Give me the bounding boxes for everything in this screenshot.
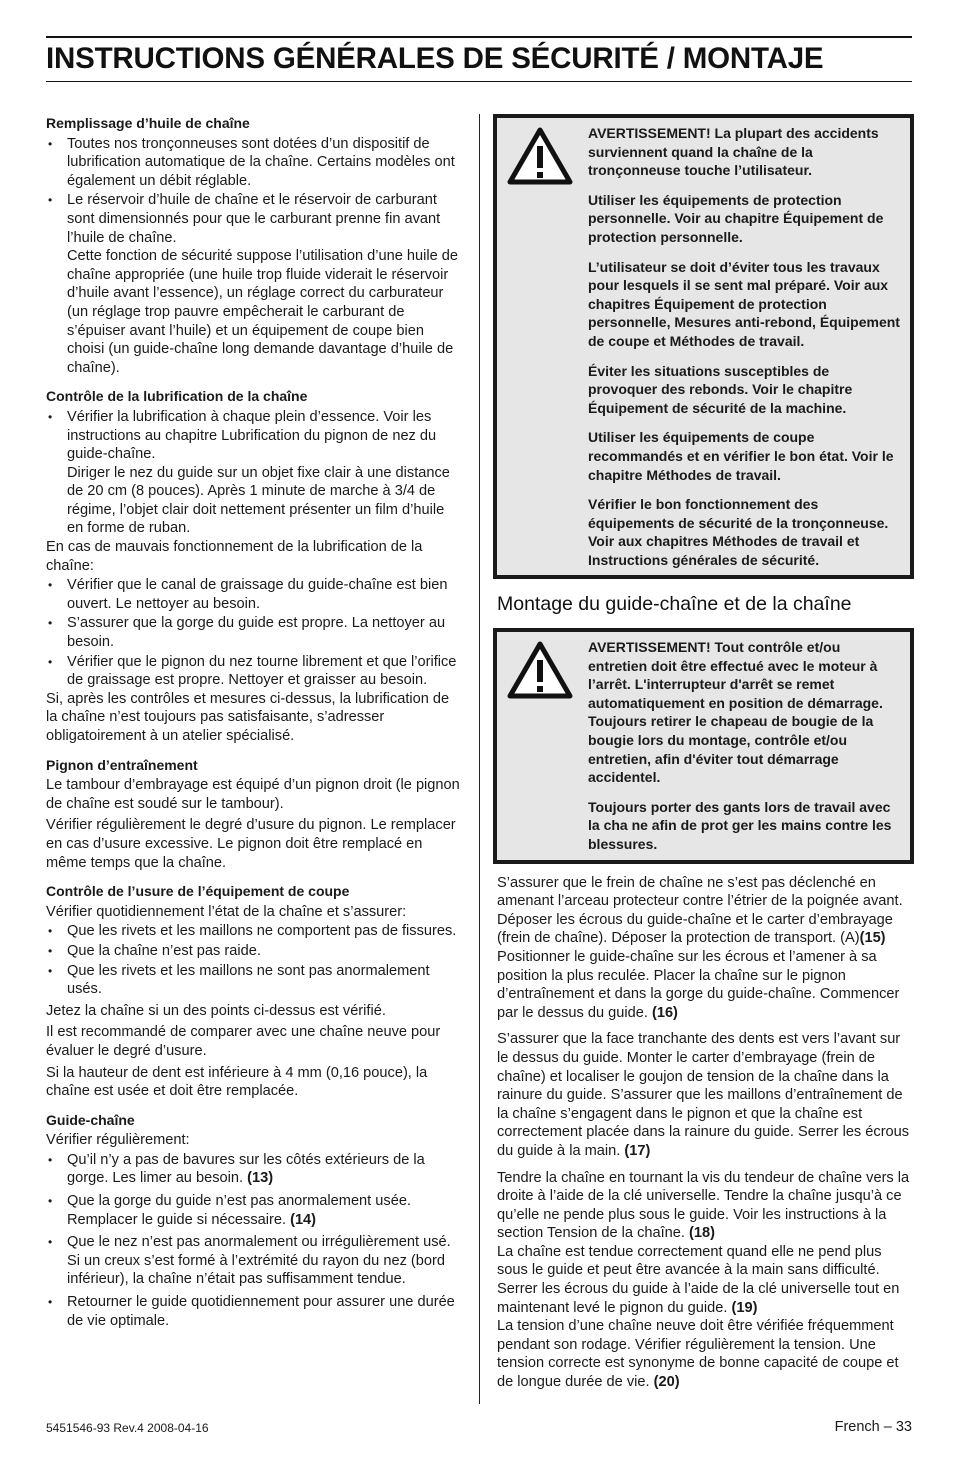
paragraph (497, 874, 914, 1023)
paragraph: Vérifier quotidiennement l’état de la chaîne et s’assurer: (46, 903, 407, 920)
list-item (46, 1151, 462, 1188)
list-item: • Que le nez n’est pas anormalement ou irrégulièrement usé. Si un creux s’est formé à l’extrémité du rayon du nez (bord inférieur), la chaîne n’était pas suffisamment tendue. (46, 1233, 462, 1289)
paragraph: En cas de mauvais fonctionnement de la lubrification de la chaîne: (46, 539, 423, 574)
text: Tendre la chaîne en tournant la vis du tendeur de chaîne vers la droite à l’aide de la clé universelle. Tendre la chaîne jusqu’à ce qu’elle ne pende plus sous le guide. Voir les instructions à la section Tension de la chaîne. (497, 1169, 910, 1242)
list-item: • Vérifier que le canal de graissage du guide-chaîne est bien ouvert. Le nettoyer au besoin. (46, 576, 462, 613)
paragraph (497, 1243, 914, 1317)
warning-text: L’utilisateur se doit d’éviter tous les travaux pour lesquels il se sent mal préparé. Voir aux chapitres Équipement de protection personnelle, Mesures anti-rebond, Équipement de coupe et Méthodes de travail. (588, 258, 900, 349)
list-item: • S’assurer que la gorge du guide est propre. La nettoyer au besoin. (46, 614, 462, 651)
bullet-list (46, 408, 462, 464)
warning-text: Utiliser les équipements de coupe recommandés et en vérifier le bon état. Voir le chapitre Méthodes de travail. (588, 429, 894, 483)
paragraph (497, 1317, 914, 1391)
figure-ref: (17) (624, 1142, 651, 1159)
footer-doc-id: 5451546-93 Rev.4 2008-04-16 (46, 1421, 209, 1435)
section-heading-lubrication-check: Contrôle de la lubrification de la chaîne (46, 388, 308, 405)
section-heading-drive-sprocket: Pignon d’entraînement (46, 756, 198, 773)
warning-triangle-icon (507, 640, 573, 700)
paragraph: Il est recommandé de comparer avec une chaîne neuve pour évaluer le degré d’usure. (46, 1024, 441, 1059)
paragraph: Si, après les contrôles et mesures ci-dessus, la lubrification de la chaîne n’est toujours pas satisfaisante, s’adresser obligatoirement à un atelier spécialisé. (46, 690, 450, 744)
figure-ref: (16) (651, 1004, 678, 1021)
text: S’assurer que le frein de chaîne ne s’est pas déclenché en amenant l’arceau protecteur contre l’étrier de la poignée avant. Déposer les écrous du guide-chaîne et le carter d’embrayage (frein de chaîne). Déposer la protection de transport. (A) (497, 874, 903, 947)
figure-ref: (15) (859, 930, 886, 947)
paragraph: Diriger le nez du guide sur un objet fixe clair à une distance de 20 cm (8 pouces). Après 1 minute de marche à 3/4 de régime, l’objet clair doit nettement présenter un film d’huile en forme de ruban. (67, 464, 450, 537)
figure-ref: (18) (689, 1225, 715, 1242)
footer-page-number: French – 33 (834, 1419, 912, 1435)
list-item (46, 1192, 462, 1229)
list-item: • Retourner le guide quotidiennement pour assurer une durée de vie optimale. (46, 1293, 462, 1330)
warning-text: Toujours porter des gants lors de travail avec la cha ne afin de prot ger les mains contre les blessures. (588, 798, 892, 852)
list-item: • Le réservoir d’huile de chaîne et le réservoir de carburant sont dimensionnés pour que le carburant prenne fin avant l’huile de chaîne. (46, 191, 462, 247)
paragraph: Vérifier régulièrement le degré d’usure du pignon. Le remplacer en cas d’usure excessive. Le pignon doit être remplacé en même temps que la chaîne. (46, 817, 456, 871)
paragraph: Le tambour d’embrayage est équipé d’un pignon droit (le pignon de chaîne est soudé sur le tambour). (46, 777, 460, 812)
warning-box-safety (493, 114, 914, 579)
section-heading-guide-bar: Guide-chaîne (46, 1111, 135, 1128)
paragraph (497, 1169, 914, 1243)
text: S’assurer que la face tranchante des dents est vers l’avant sur le dessus du guide. Monter le carter d’embrayage (frein de chaîne) et localiser le goujon de tension de la chaîne dans la rainure du guide. S’assurer que les maillons d’entraînement de la chaîne s’engagent dans le pignon et que la chaîne est correctement placée dans la rainure du guide. Serrer les écrous du guide à la main. (497, 1031, 910, 1159)
list-item: • Que les rivets et les maillons ne comportent pas de fissures. (46, 922, 462, 941)
warning-text: AVERTISSEMENT! La plupart des accidents surviennent quand la chaîne de la tronçonneuse touche l’utilisateur. (588, 125, 879, 179)
list-item: • Que la chaîne n’est pas raide. (46, 942, 462, 961)
section-heading-assembly: Montage du guide-chaîne et de la chaîne (497, 593, 852, 616)
list-item: • Toutes nos tronçonneuses sont dotées d’un dispositif de lubrification automatique de la chaîne. Certains modèles ont également un débit réglable. (46, 135, 462, 191)
bullet-list (46, 135, 462, 248)
paragraph: Cette fonction de sécurité suppose l’utilisation d’une huile de chaîne appropriée (une huile trop fluide viderait le réservoir d’huile avant l’essence), un réglage correct du carburateur (un réglage trop pauvre empêcherait le carburant de s’épuiser avant l’huile) et un équipement de coupe bien choisi (un guide-chaîne long demande davantage d’huile de chaîne). (67, 248, 459, 376)
list-item: • Que les rivets et les maillons ne sont pas anormalement usés. (46, 962, 462, 999)
text: La chaîne est tendue correctement quand elle ne pend plus sous le guide et peut être avancée à la main sans difficulté. Serrer les écrous du guide à l’aide de la clé universelle tout en maintenant levé le pignon du guide. (497, 1243, 900, 1316)
text: La tension d’une chaîne neuve doit être vérifiée fréquemment pendant son rodage. Vérifier régulièrement la tension. Une tension correcte est synonyme de bonne capacité de coupe et de longue durée de vie. (497, 1318, 899, 1391)
paragraph: Jetez la chaîne si un des points ci-dessus est vérifié. (46, 1002, 386, 1019)
page-title: INSTRUCTIONS GÉNÉRALES DE SÉCURITÉ / MONTAJE (46, 42, 824, 75)
warning-text: AVERTISSEMENT! Tout contrôle et/ou entretien doit être effectué avec le moteur à l’arrêt. L'interrupteur d'arrêt se remet automatiquement en position de démarrage. Toujours retirer le chapeau de bougie de la bougie lors du montage, contrôle et/ou entretien, afin d'éviter tout démarrage accidentel. (588, 639, 883, 786)
right-column (493, 114, 914, 1400)
figure-ref: (19) (731, 1299, 758, 1316)
figure-ref: (20) (653, 1374, 680, 1391)
paragraph: Si la hauteur de dent est inférieure à 4 mm (0,16 pouce), la chaîne est usée et doit être remplacée. (46, 1064, 428, 1100)
bullet-list (46, 922, 462, 998)
warning-box-assembly (493, 628, 914, 864)
column-separator (479, 114, 480, 1404)
list-item-text: Qu’il n’y a pas de bavures sur les côtés extérieurs de la gorge. Les limer au besoin. (67, 1151, 425, 1187)
list-item-text: Que la gorge du guide n’est pas anormalement usée. Remplacer le guide si nécessaire. (67, 1193, 411, 1228)
left-column (46, 114, 462, 1330)
paragraph: Vérifier régulièrement: (46, 1132, 190, 1149)
bullet-list (46, 1151, 462, 1330)
section-heading-oil-filling: Remplissage d’huile de chaîne (46, 115, 250, 131)
warning-text: Vérifier le bon fonctionnement des équipements de sécurité de la tronçonneuse. Voir aux chapitres Méthodes de travail et Instructions générales de sécurité. (588, 496, 889, 568)
bullet-list (46, 576, 462, 690)
warning-text: Éviter les situations susceptibles de provoquer des rebonds. Voir le chapitre Équipement de sécurité de la machine. (588, 362, 853, 416)
paragraph (497, 1030, 914, 1160)
text: Positionner le guide-chaîne sur les écrous et l’amener à sa position la plus reculée. Placer la chaîne sur le pignon d’entraînement et dans la gorge du guide-chaîne. Commencer par le dessus du guide. (497, 948, 900, 1021)
header-rule-bottom (46, 81, 912, 82)
warning-triangle-icon (507, 126, 573, 186)
list-item: • Vérifier que le pignon du nez tourne librement et que l’orifice de graissage est propre. Nettoyer et graisser au besoin. (46, 653, 462, 690)
warning-text: Utiliser les équipements de protection personnelle. Voir au chapitre Équipement de protection personnelle. (588, 191, 884, 245)
section-heading-wear-check: Contrôle de l’usure de l’équipement de coupe (46, 883, 350, 900)
figure-ref: (14) (290, 1211, 317, 1228)
list-item: • Vérifier la lubrification à chaque plein d’essence. Voir les instructions au chapitre Lubrification du pignon de nez du guide-chaîne. (46, 408, 462, 464)
header-rule-top (46, 36, 912, 38)
figure-ref: (13) (247, 1170, 274, 1187)
